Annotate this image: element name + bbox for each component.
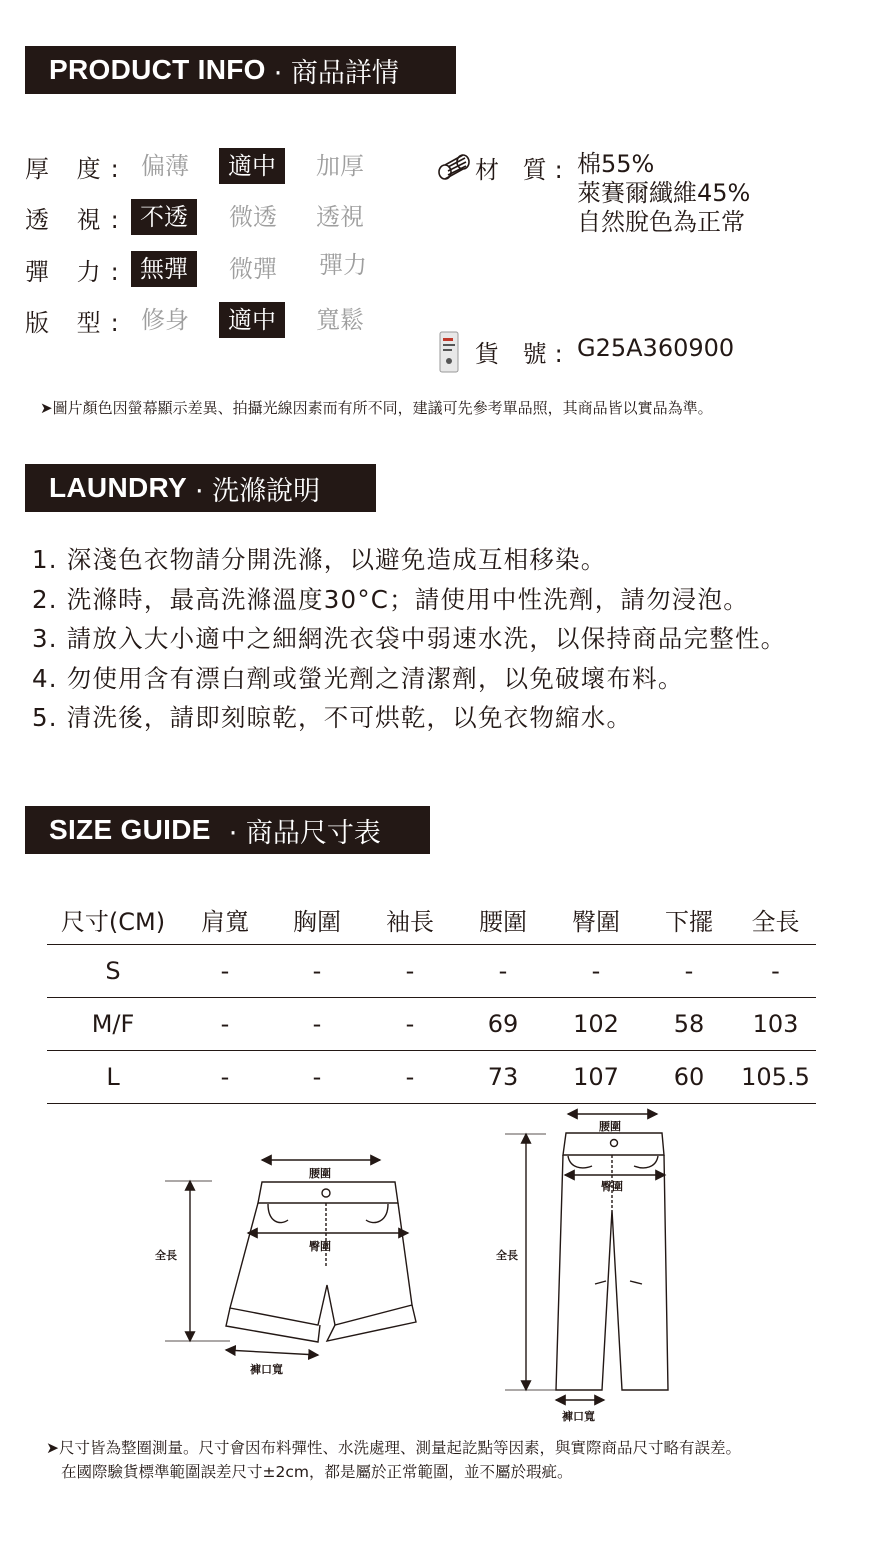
sku-label: 貨 號: (475, 340, 571, 368)
laundry-title-en: LAUNDRY (49, 472, 187, 503)
material-line: 棉55% (577, 150, 655, 178)
table-cell: - (179, 998, 271, 1051)
material-line: 萊賽爾纖維45% (577, 179, 751, 207)
table-cell: S (47, 945, 179, 998)
attr-option: 彈力 (319, 251, 367, 279)
sku-value: G25A360900 (577, 334, 735, 362)
attr-option-selected: 適中 (219, 148, 285, 184)
attr-option: 修身 (141, 306, 189, 334)
size-note-line: 在國際驗貨標準範圍誤差尺寸±2cm，都是屬於正常範圍，並不屬於瑕疵。 (61, 1463, 573, 1481)
material-line: 自然脫色為正常 (577, 208, 745, 236)
attr-option: 微透 (229, 203, 277, 231)
table-cell: - (363, 945, 457, 998)
list-item: 5. 清洗後，請即刻晾乾，不可烘乾，以免衣物縮水。 (32, 703, 633, 732)
shorts-length-label: 全長 (155, 1249, 177, 1262)
column-header: 下擺 (643, 895, 735, 945)
table-cell: 105.5 (735, 1051, 816, 1104)
shorts-diagram (165, 1160, 416, 1355)
attr-label: 透 視: (25, 205, 129, 234)
column-header: 袖長 (363, 895, 457, 945)
table-cell: - (363, 1051, 457, 1104)
laundry-title-zh: · 洗滌說明 (194, 475, 321, 507)
list-item: 1. 深淺色衣物請分開洗滌，以避免造成互相移染。 (32, 545, 607, 574)
attr-option: 寬鬆 (316, 306, 364, 334)
table-cell: L (47, 1051, 179, 1104)
shorts-waist-label: 腰圍 (309, 1167, 331, 1180)
attr-label: 厚 度: (25, 154, 129, 183)
size-disclaimer (46, 1436, 741, 1484)
attr-option: 透視 (316, 203, 364, 231)
list-item: 2. 洗滌時，最高洗滌溫度30°C；請使用中性洗劑，請勿浸泡。 (32, 584, 749, 614)
column-header: 胸圍 (271, 895, 363, 945)
table-cell: - (179, 945, 271, 998)
table-cell: 69 (457, 998, 549, 1051)
table-cell: 73 (457, 1051, 549, 1104)
column-header: 全長 (735, 895, 816, 945)
attr-option: 加厚 (316, 152, 364, 180)
table-cell: 102 (549, 998, 643, 1051)
shorts-hem-label: 褲口寬 (250, 1363, 283, 1376)
table-cell: - (735, 945, 816, 998)
attr-label: 版 型: (25, 308, 129, 337)
pants-waist-label: 腰圍 (599, 1120, 621, 1133)
attr-option: 偏薄 (141, 152, 189, 180)
table-cell: - (179, 1051, 271, 1104)
material-label: 材 質: (475, 156, 571, 184)
shorts-hip-label: 臀圍 (309, 1240, 331, 1253)
attr-label: 彈 力: (25, 257, 129, 286)
pants-diagram (505, 1114, 668, 1400)
table-cell: - (271, 998, 363, 1051)
color-disclaimer: ➤圖片顏色因螢幕顯示差異、拍攝光線因素而有所不同，建議可先參考單品照，其商品皆以實品為準。 (40, 399, 713, 417)
list-item: 4. 勿使用含有漂白劑或螢光劑之清潔劑，以免破壞布料。 (32, 663, 684, 693)
size-guide-title-zh: · 商品尺寸表 (228, 817, 381, 849)
table-cell: 60 (643, 1051, 735, 1104)
column-header: 肩寬 (179, 895, 271, 945)
table-cell: M/F (47, 998, 179, 1051)
table-cell: - (271, 1051, 363, 1104)
attr-option: 微彈 (229, 255, 277, 283)
pants-hem-label: 褲口寬 (562, 1410, 595, 1423)
table-cell: - (457, 945, 549, 998)
table-cell: - (363, 998, 457, 1051)
table-cell: 107 (549, 1051, 643, 1104)
attr-option-selected: 適中 (219, 302, 285, 338)
table-cell: - (643, 945, 735, 998)
size-note-line: ➤尺寸皆為整圈測量。尺寸會因布料彈性、水洗處理、測量起訖點等因素，與實際商品尺寸略有誤差。 (46, 1439, 741, 1457)
table-cell: - (271, 945, 363, 998)
size-guide-title-en: SIZE GUIDE (49, 814, 211, 845)
attr-option-selected: 不透 (131, 199, 197, 235)
pants-length-label: 全長 (496, 1249, 518, 1262)
table-cell: 103 (735, 998, 816, 1051)
pants-hip-label: 臀圍 (601, 1180, 623, 1193)
table-cell: 58 (643, 998, 735, 1051)
product-info-title-en: PRODUCT INFO (49, 54, 266, 85)
column-header: 尺寸(CM) (47, 895, 179, 945)
product-info-title-zh: · 商品詳情 (273, 57, 399, 89)
column-header: 臀圍 (549, 895, 643, 945)
attr-option-selected: 無彈 (131, 251, 197, 287)
table-cell: - (549, 945, 643, 998)
list-item: 3. 請放入大小適中之細網洗衣袋中弱速水洗，以保持商品完整性。 (32, 624, 787, 653)
column-header: 腰圍 (457, 895, 549, 945)
